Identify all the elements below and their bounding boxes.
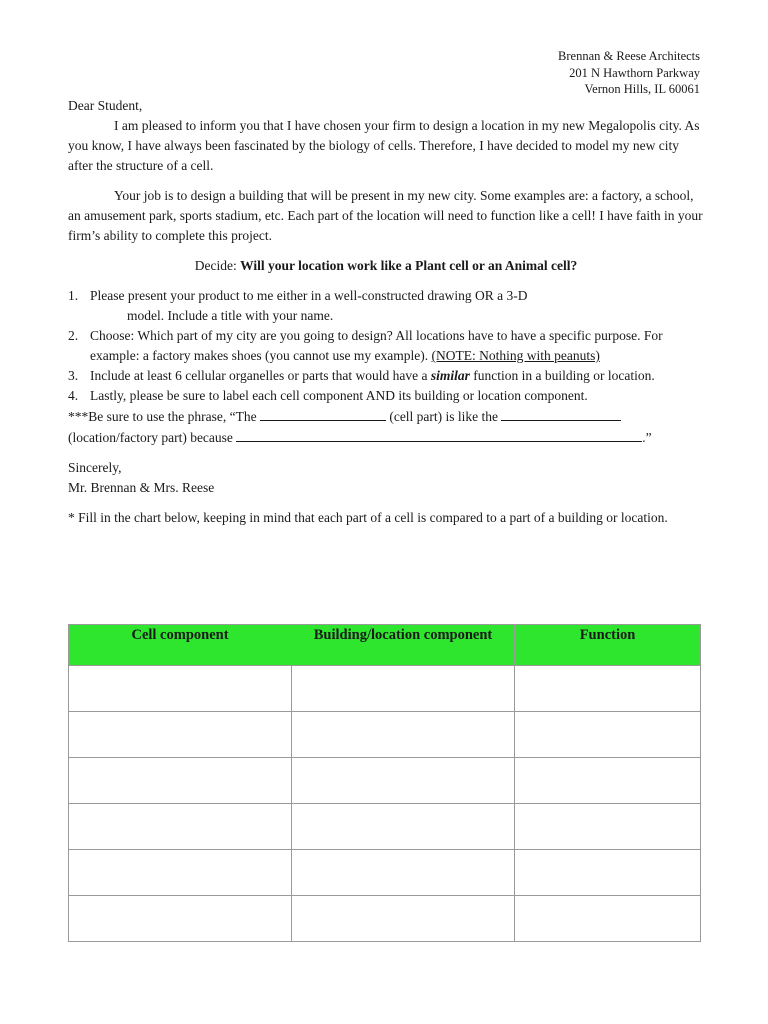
- address-line-1: Brennan & Reese Architects: [558, 49, 700, 63]
- table-cell-building-component[interactable]: [292, 758, 515, 804]
- similar-emphasis: similar: [430, 368, 470, 383]
- address-line-3: Vernon Hills, IL 60061: [584, 82, 700, 96]
- salutation: Dear Student,: [68, 98, 143, 113]
- list-item: 3. Include at least 6 cellular organelles or parts that would have a similar function in a building or location.: [68, 368, 655, 383]
- table-cell-building-component[interactable]: [292, 666, 515, 712]
- decide-line: [68, 256, 704, 276]
- table-row: [69, 712, 701, 758]
- table-cell-cell-component[interactable]: [69, 758, 292, 804]
- table-cell-function[interactable]: [515, 666, 701, 712]
- phrase-line-1: ***Be sure to use the phrase, “The (cell part) is like the: [68, 406, 704, 427]
- chart-body: [69, 666, 701, 942]
- phrase-line-2: (location/factory part) because .”: [68, 427, 704, 448]
- table-cell-function[interactable]: [515, 712, 701, 758]
- table-row: [69, 666, 701, 712]
- paragraph-job: Your job is to design a building that will be present in my new city. Some examples are: a factory, a school, an amusement park, sports stadium, etc. Each part of the location will need to function like a cell! I have faith in your firm’s ability to complete this project.: [68, 188, 703, 243]
- paragraph-intro: I am pleased to inform you that I have chosen your firm to design a location in my new Megalopolis city. As you know, I have always been fascinated by the biology of cells. Therefore, I have decided to model my new city after the structure of a cell.: [68, 118, 700, 173]
- decide-prefix: Decide:: [194, 258, 237, 273]
- table-cell-cell-component[interactable]: [69, 712, 292, 758]
- table-row: [69, 896, 701, 942]
- table-row: [69, 804, 701, 850]
- cell-part-blank[interactable]: [260, 406, 386, 421]
- table-header-row: [69, 625, 701, 666]
- sender-address: [558, 48, 700, 98]
- table-cell-building-component[interactable]: [292, 712, 515, 758]
- signature: Mr. Brennan & Mrs. Reese: [68, 480, 215, 495]
- address-line-2: 201 N Hawthorn Parkway: [569, 65, 700, 80]
- list-item: 4. Lastly, please be sure to label each cell component AND its building or location component.: [68, 388, 588, 403]
- location-part-blank[interactable]: [501, 406, 621, 421]
- table-cell-function[interactable]: [515, 850, 701, 896]
- table-cell-building-component[interactable]: [292, 896, 515, 942]
- table-cell-building-component[interactable]: [292, 850, 515, 896]
- header-function: Function: [515, 625, 701, 666]
- table-cell-cell-component[interactable]: [69, 896, 292, 942]
- table-cell-cell-component[interactable]: [69, 804, 292, 850]
- comparison-chart: [68, 624, 701, 942]
- table-cell-building-component[interactable]: [292, 804, 515, 850]
- table-row: [69, 758, 701, 804]
- header-cell-component: Cell component: [69, 625, 292, 666]
- decide-question: Will your location work like a Plant cell or an Animal cell?: [240, 258, 578, 273]
- closing: Sincerely,: [68, 460, 122, 475]
- table-cell-cell-component[interactable]: [69, 850, 292, 896]
- letter-body: [68, 96, 704, 528]
- table-cell-function[interactable]: [515, 758, 701, 804]
- table-cell-function[interactable]: [515, 804, 701, 850]
- list-item: 2. Choose: Which part of my city are you going to design? All locations have to have a specific purpose. For example: a factory makes shoes (you cannot use my example). (NOTE: Nothing with peanuts): [68, 328, 663, 363]
- list-item: 1. Please present your product to me either in a well-constructed drawing OR a 3-D model. Include a title with your name.: [68, 288, 528, 323]
- chart-instructions: * Fill in the chart below, keeping in mind that each part of a cell is compared to a part of a building or location.: [68, 510, 668, 525]
- instruction-list: [68, 286, 704, 406]
- table-cell-function[interactable]: [515, 896, 701, 942]
- peanut-note: (NOTE: Nothing with peanuts): [431, 348, 600, 363]
- table-row: [69, 850, 701, 896]
- header-building-component: Building/location component: [292, 625, 515, 666]
- because-blank[interactable]: [236, 427, 642, 442]
- table-cell-cell-component[interactable]: [69, 666, 292, 712]
